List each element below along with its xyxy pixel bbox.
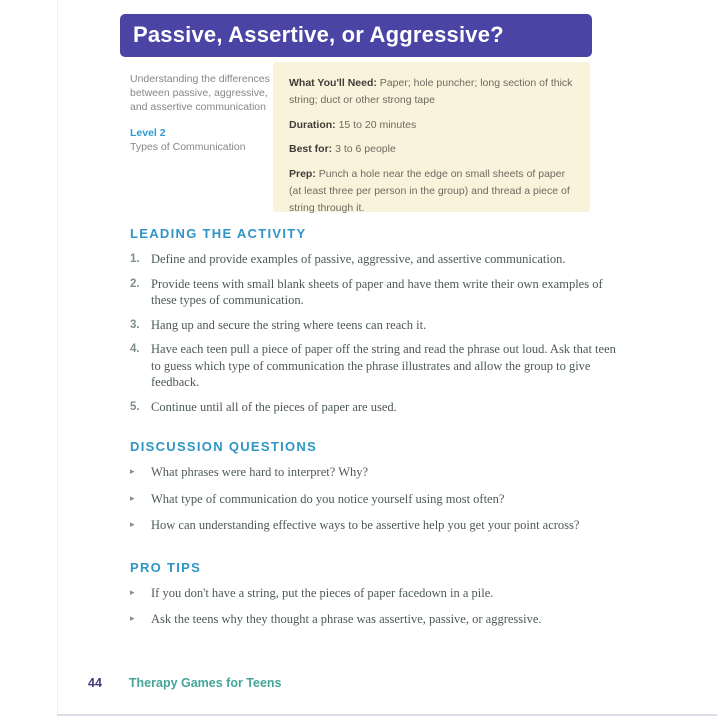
step-text: Have each teen pull a piece of paper off the string and read the phrase out loud. Ask that teen to guess which type of communication the phrase illustrates and allow the group to give feedback. — [151, 342, 616, 389]
page-number: 44 — [88, 676, 102, 690]
tip-text: Ask the teens why they thought a phrase was assertive, passive, or aggressive. — [151, 612, 542, 626]
activity-description: Understanding the differences between passive, aggressive, and assertive communication — [130, 73, 270, 114]
triangle-bullet-icon: ▸ — [130, 613, 135, 623]
tip-text: If you don't have a string, put the pieces of paper facedown in a pile. — [151, 585, 494, 600]
info-label: Prep: — [289, 168, 316, 181]
info-text: 15 to 20 minutes — [335, 118, 417, 131]
activity-category: Types of Communication — [130, 140, 246, 153]
info-text: 3 to 6 people — [332, 143, 396, 156]
page-edge-left — [57, 0, 58, 716]
info-item-best-for — [289, 141, 575, 158]
triangle-bullet-icon: ▸ — [130, 586, 135, 597]
info-label: Duration: — [289, 118, 336, 131]
question-text: How can understanding effective ways to be assertive help you get your point across? — [151, 518, 580, 532]
materials-info-box — [273, 62, 590, 212]
page-title-banner — [120, 14, 592, 57]
info-item-prep — [289, 166, 575, 216]
question-text: What type of communication do you notice yourself using most often? — [151, 491, 505, 506]
info-item-duration — [289, 117, 575, 134]
pro-tip — [130, 611, 616, 628]
discussion-question — [130, 464, 616, 481]
discussion-question — [130, 491, 616, 508]
step-number: 3. — [130, 318, 140, 331]
step-text: Hang up and secure the string where teens can reach it. — [151, 317, 427, 332]
section-heading-leading-activity: LEADING THE ACTIVITY — [130, 226, 307, 241]
section-spacer — [130, 423, 616, 439]
activity-step — [130, 341, 616, 391]
step-number: 1. — [130, 253, 140, 265]
main-content — [130, 226, 616, 638]
page-title: Passive, Assertive, or Aggressive? — [133, 22, 504, 47]
activity-level: Level 2 — [130, 126, 166, 139]
section-spacer — [130, 544, 616, 560]
triangle-bullet-icon: ▸ — [130, 519, 135, 529]
step-text: Define and provide examples of passive, aggressive, and assertive communication. — [151, 252, 566, 266]
activity-step — [130, 399, 616, 416]
page-footer — [88, 676, 282, 690]
discussion-question — [130, 517, 616, 534]
section-heading-pro-tips: PRO TIPS — [130, 559, 202, 575]
info-label: What You'll Need: — [289, 77, 377, 89]
book-title: Therapy Games for Teens — [128, 676, 282, 690]
step-number: 2. — [130, 277, 140, 290]
info-text: Paper; hole puncher; long section of thick string; duct or other strong tape — [289, 77, 573, 106]
step-text: Continue until all of the pieces of paper are used. — [151, 399, 397, 414]
step-number: 5. — [130, 400, 140, 413]
activity-summary — [130, 72, 272, 154]
question-text: What phrases were hard to interpret? Why? — [151, 465, 369, 479]
info-item-what-you-need — [289, 75, 575, 109]
triangle-bullet-icon: ▸ — [130, 492, 135, 503]
activity-step — [130, 276, 616, 309]
activity-step — [130, 317, 616, 334]
triangle-bullet-icon: ▸ — [130, 466, 135, 476]
info-text: Punch a hole near the edge on small sheets of paper (at least three per person in the group) and thread a piece of string through it. — [289, 168, 570, 214]
section-heading-discussion-questions: DISCUSSION QUESTIONS — [130, 439, 318, 454]
pro-tip — [130, 585, 616, 602]
step-text: Provide teens with small blank sheets of paper and have them write their own examples of these types of communication. — [151, 276, 603, 307]
activity-step — [130, 251, 616, 268]
page-edge-bottom — [57, 714, 717, 716]
step-number: 4. — [130, 343, 140, 355]
info-label: Best for: — [289, 143, 333, 156]
